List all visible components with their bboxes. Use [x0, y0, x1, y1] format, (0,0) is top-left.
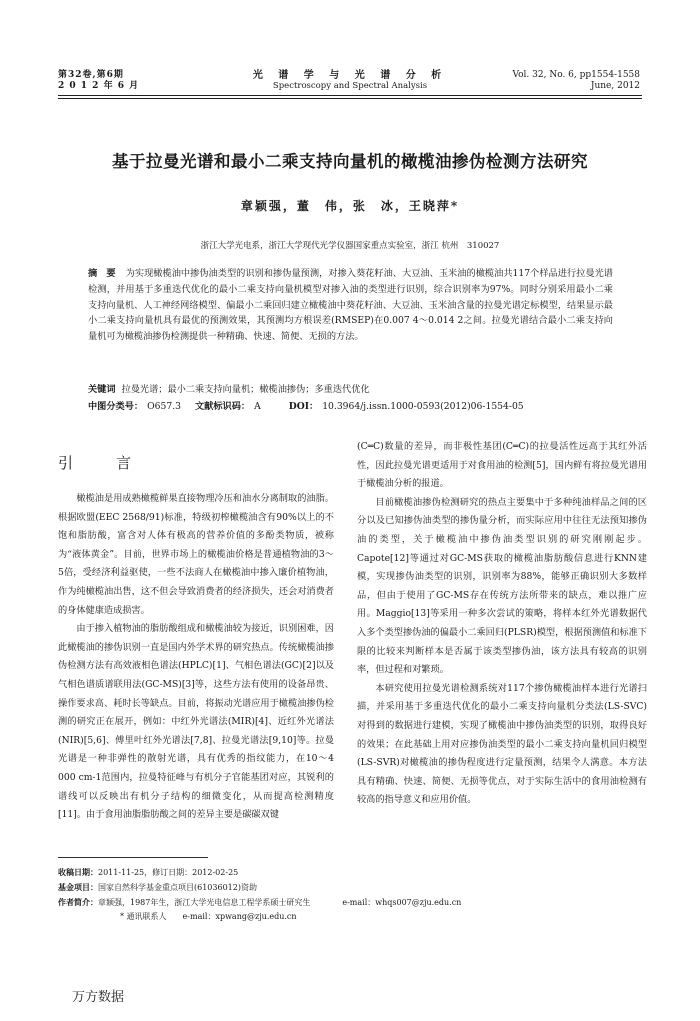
header-rule-thick: [58, 95, 642, 96]
footnote-fund: 基金项目：国家自然科学基金重点项目(61036012)资助: [58, 882, 257, 892]
doi-value: 10.3964/j.issn.1000-0593(2012)06-1554-05: [322, 401, 524, 412]
author-email: e-mail：whqs007@zju.edu.cn: [342, 898, 462, 907]
header-volume-en: [512, 70, 640, 92]
footnote-corresponding: * 通讯联系人 e-mail：xpwang@zju.edu.cn: [120, 912, 297, 921]
clc-label: 中图分类号：: [88, 401, 144, 412]
doc-code-label: 文献标识码：: [194, 401, 251, 412]
abstract: [88, 266, 613, 345]
volume-en: Vol. 32, No. 6, pp1554-1558: [512, 70, 640, 80]
date-cn: 2 0 1 2 年 6 月: [58, 81, 140, 91]
footnote-rule: [58, 857, 208, 858]
paragraph: 本研究使用拉曼光谱检测系统对117个掺伪橄榄油样本进行光谱扫描，并采用基于多重迭代优化的最小二乘支持向量机分类法(LS-SVC)对得到的数据进行建模，实现了橄榄油中掺伪油类型的识别，取得良好的效果；在此基础上用对应掺伪油类型的最小二乘支持向量机回归模型(LS-SVR)对橄榄油的掺伪程度进行定量预测，结果令人满意。本方法具有精确、快速、简便、无损等优点，对于实际生活中的食用油检测有较高的指导意义和应用价值。: [357, 682, 647, 806]
volume-cn: 第32卷,第6期: [58, 70, 124, 80]
footnote-received: 收稿日期：2011-11-25，修订日期：2012-02-25: [58, 867, 239, 877]
journal-name-cn: 光 谱 学 与 光 谱 分 析: [252, 70, 448, 81]
header-journal: [200, 70, 500, 92]
paragraph: 目前橄榄油掺伪检测研究的热点主要集中于多种纯油样品之间的区分以及已知掺伪油类型的掺伪量分析，而实际应用中往往无法预知掺伪油的类型，关于橄榄油中掺伪油类型识别的研究刚刚起步。Capote[12]等通过对GC-MS获取的橄榄油脂肪酸信息进行KNN建模，实现掺伪油类型的识别，识别率为88%，能够正确识别大多数样品，但由于使用了GC-MS存在传统方法所带来的缺点，难以推广应用。Maggio[13]等采用一种多次尝试的策略，将样本红外光谱数据代入多个类型掺伪油的偏最小二乘回归(PLSR)模型，根据预测值和标准下限的比较来判断样本是否属于该类型掺伪油，该方法具有较高的识别率，但过程和对繁琐。: [357, 496, 647, 676]
article-authors: 章颖强，董 伟，张 冰，王晓萍*: [240, 199, 460, 213]
clc-value: O657.3: [147, 401, 181, 412]
footnote-author: 作者简介：章颖强，1987年生，浙江大学光电信息工程学系硕士研究生 e-mail：whqs007@zju.edu.cn: [58, 895, 658, 910]
paragraph: (C═C)数量的差异，而非极性基团(C═C)的拉曼活性远高于其红外活性，因此拉曼光谱更适用于对食用油的检测[5]，国内鲜有将拉曼光谱用于橄榄油分析的报道。: [357, 441, 647, 490]
header-rule-thin: [58, 98, 642, 99]
header-volume-cn: [58, 70, 139, 92]
journal-name-en: Spectroscopy and Spectral Analysis: [272, 81, 428, 91]
paragraph: 由于掺入植物油的脂肪酸组成和橄榄油较为接近，识别困难，因此橄榄油的掺伪识别一直是国内外学术界的研究热点。传统橄榄油掺伪检测方法有高效液相色谱法(HPLC)[1]、气相色谱法(GC)[2]以及气相色谱质谱联用法(GC-MS)[3]等，这些方法有使用的设备昂贵、操作要求高、耗时长等缺点。目前，将振动光谱应用于橄榄油掺伪检测的研究正在展开，例如：中红外光谱法(MIR)[4]、近红外光谱法(NIR)[5,6]、傅里叶红外光谱法[7,8]、拉曼光谱法[9,10]等。拉曼光谱是一种非弹性的散射光谱，具有优秀的指纹能力，在10～4 000 cm-1范围内，拉曼特征峰与有机分子官能基团对应，其锐利的谱线可以反映出有机分子结构的细微变化，从而提高检测精度[11]。由于食用油脂脂肪酸之间的差异主要是碳碳双键: [58, 623, 334, 821]
keywords-label: 关键词: [88, 384, 116, 395]
abstract-label: 摘 要: [88, 268, 116, 279]
doc-code-value: A: [254, 401, 261, 412]
doi-label: DOI：: [288, 401, 319, 412]
article-title: 基于拉曼光谱和最小二乘支持向量机的橄榄油掺伪检测方法研究: [112, 152, 588, 171]
article-affiliation: 浙江大学光电系，浙江大学现代光学仪器国家重点实验室，浙江 杭州 310027: [200, 241, 500, 251]
body-column-right: [357, 438, 647, 810]
abstract-text: 为实现橄榄油中掺伪油类型的识别和掺伪量预测，对掺入葵花籽油、大豆油、玉米油的橄榄油共117个样品进行拉曼光谱检测，并用基于多重迭代优化的最小二乘支持向量机模型对掺入油的类型进行识别，综合识别率为97%。同时分别采用最小二乘支持向量机、人工神经网络模型、偏最小二乘回归建立橄榄油中葵花籽油、大豆油、玉米油含量的拉曼光谱定标模型，结果显示最小二乘支持向量机具有最优的预测效果，其预测均方根误差(RMSEP)在0.007 4～0.014 2之间。拉曼光谱结合最小二乘支持向量机可为橄榄油掺伪检测提供一种精确、快速、简便、无损的方法。: [88, 268, 613, 343]
keywords-text: 拉曼光谱；最小二乘支持向量机；橄榄油掺伪；多重迭代优化: [121, 384, 370, 395]
date-en: June, 2012: [590, 81, 640, 91]
footnotes: [58, 865, 658, 924]
body-column-left: [58, 490, 334, 825]
paragraph: 橄榄油是用成熟橄榄鲜果直接物理冷压和油水分离制取的油脂。根据欧盟(EEC 2568/91)标准，特级初榨橄榄油含有90%以上的不饱和脂肪酸，富含对人体有极高的营养价值的多酚类物质，被称为“液体黄金”。目前，世界市场上的橄榄油价格是普通植物油的3～5倍，受经济利益驱使，一些不法商人在橄榄油中掺入廉价植物油，作为纯橄榄油出售，这不但会导致消费者的经济损失，还会对消费者的身体健康造成损害。: [58, 493, 334, 616]
keywords: [88, 382, 613, 397]
section-heading-introduction: 引 言: [58, 454, 146, 472]
classification-line: [88, 399, 613, 414]
watermark-text: 万方数据: [72, 990, 125, 1005]
